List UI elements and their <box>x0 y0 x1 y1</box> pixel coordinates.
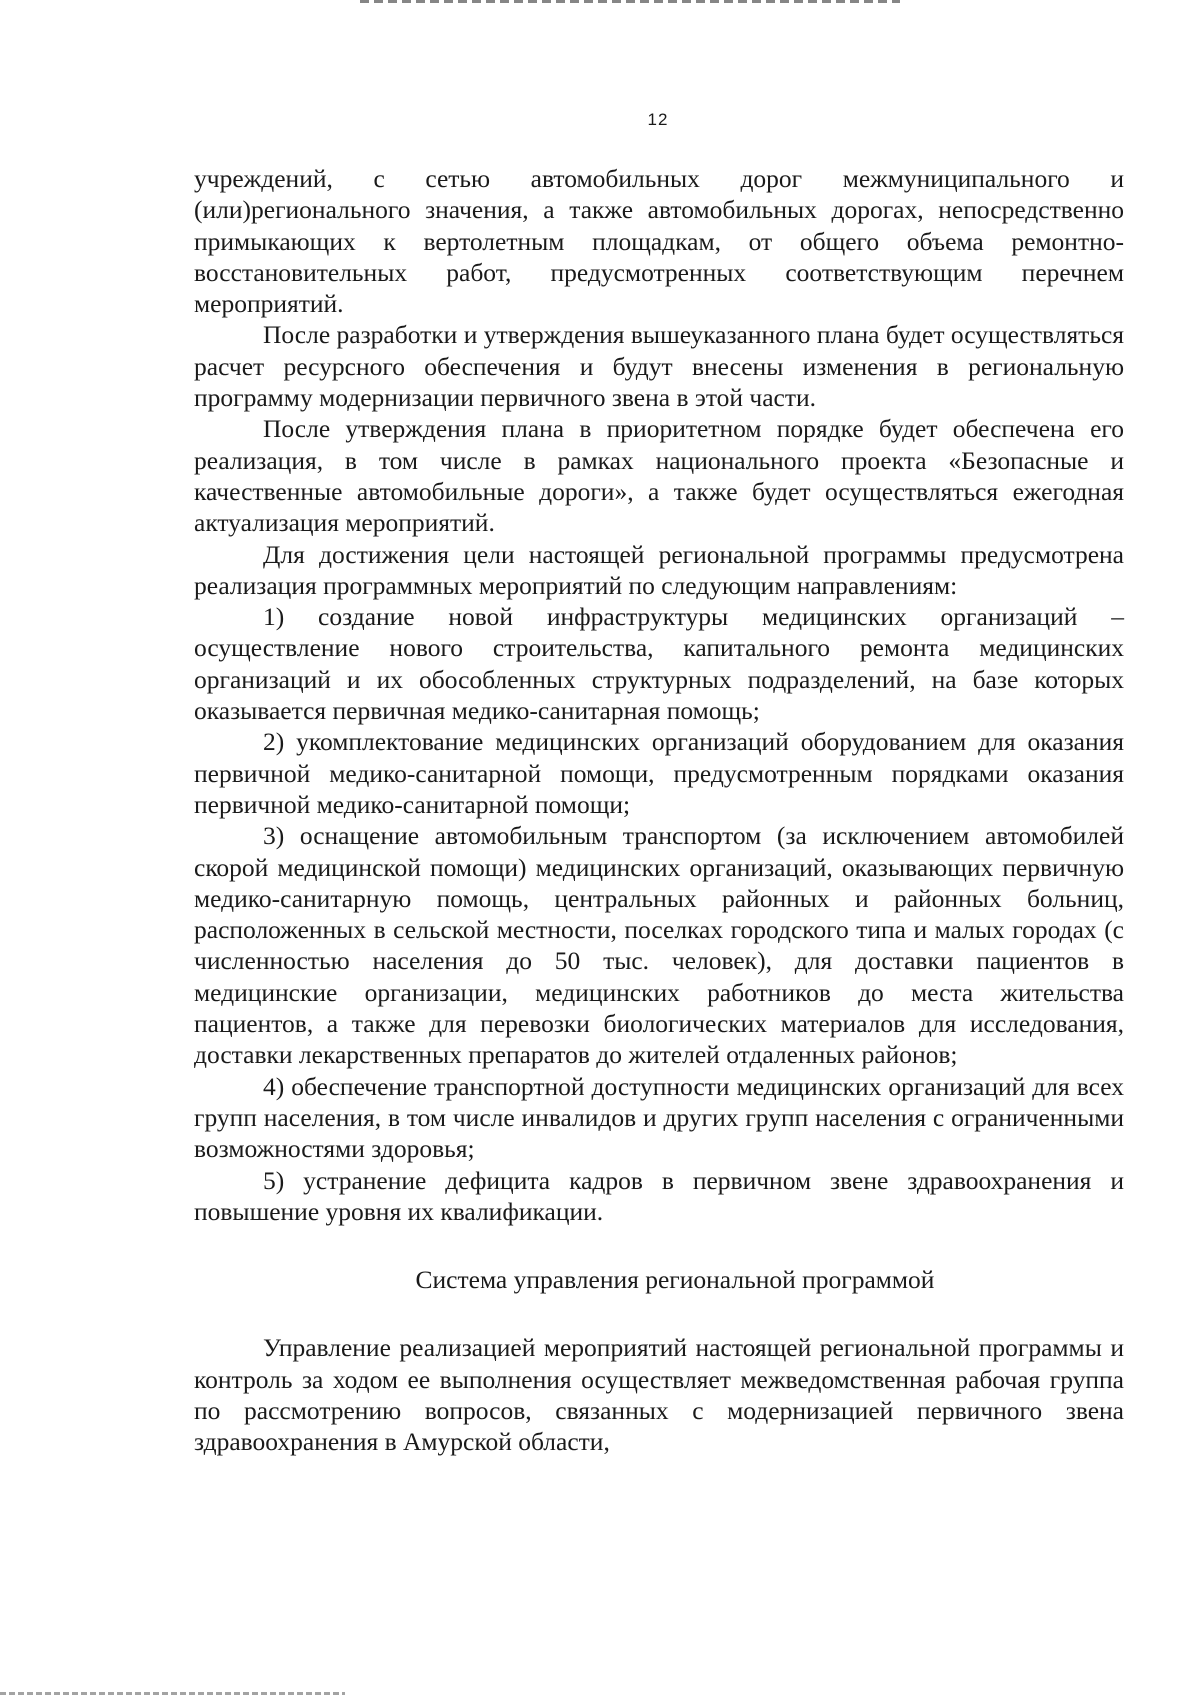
list-item: 1) создание новой инфраструктуры медицинских организаций – осуществление нового строительства, капитального ремонта медицинских организаций и их обособленных структурных подразделений, на базе которых оказывается первичная медико-санитарная помощь; <box>194 602 1124 726</box>
list-item: 3) оснащение автомобильным транспортом (за исключением автомобилей скорой медицинской помощи) медицинских организаций, оказывающих первичную медико-санитарную помощь, центральных районных и районных больниц, расположенных в сельской местности, поселках городского типа и малых городах (с численностью населения до 50 тыс. человек), для доставки пациентов в медицинские организации, медицинских работников до места жительства пациентов, а также для перевозки биологических материалов для исследования, доставки лекарственных препаратов до жителей отдаленных районов; <box>194 821 1124 1070</box>
document-body <box>194 163 1124 1458</box>
paragraph: После утверждения плана в приоритетном порядке будет обеспечена его реализация, в том числе в рамках национального проекта «Безопасные и качественные автомобильные дороги», а также будет осуществляться ежегодная актуализация мероприятий. <box>194 414 1124 538</box>
paragraph: Для достижения цели настоящей региональной программы предусмотрена реализация программных мероприятий по следующим направлениям: <box>194 539 1124 600</box>
list-item: 5) устранение дефицита кадров в первичном звене здравоохранения и повышение уровня их квалификации. <box>194 1165 1124 1226</box>
page-number: 12 <box>647 110 669 129</box>
paragraph: После разработки и утверждения вышеуказанного плана будет осуществляться расчет ресурсного обеспечения и будут внесены изменения в региональную программу модернизации первичного звена в этой части. <box>194 320 1124 413</box>
list-item: 2) укомплектование медицинских организаций оборудованием для оказания первичной медико-санитарной помощи, предусмотренным порядками оказания первичной медико-санитарной помощи; <box>194 727 1124 819</box>
paragraph: учреждений, с сетью автомобильных дорог межмуниципального и (или)регионального значения, а также автомобильных дорогах, непосредственно примыкающих к вертолетным площадкам, от общего объема ремонтно-восстановительных работ, предусмотренных соответствующим перечнем мероприятий. <box>194 164 1124 319</box>
paragraph: Управление реализацией мероприятий настоящей региональной программы и контроль за ходом ее выполнения осуществляет межведомственная рабочая группа по рассмотрению вопросов, связанных с модернизацией первичного звена здравоохранения в Амурской области, <box>194 1333 1124 1457</box>
scan-artifact-top <box>360 0 900 3</box>
scan-artifact-bottom <box>0 1692 345 1695</box>
list-item: 4) обеспечение транспортной доступности медицинских организаций для всех групп населения, в том числе инвалидов и других групп населения с ограниченными возможностями здоровья; <box>194 1071 1124 1164</box>
section-heading: Система управления региональной программой <box>415 1265 935 1295</box>
